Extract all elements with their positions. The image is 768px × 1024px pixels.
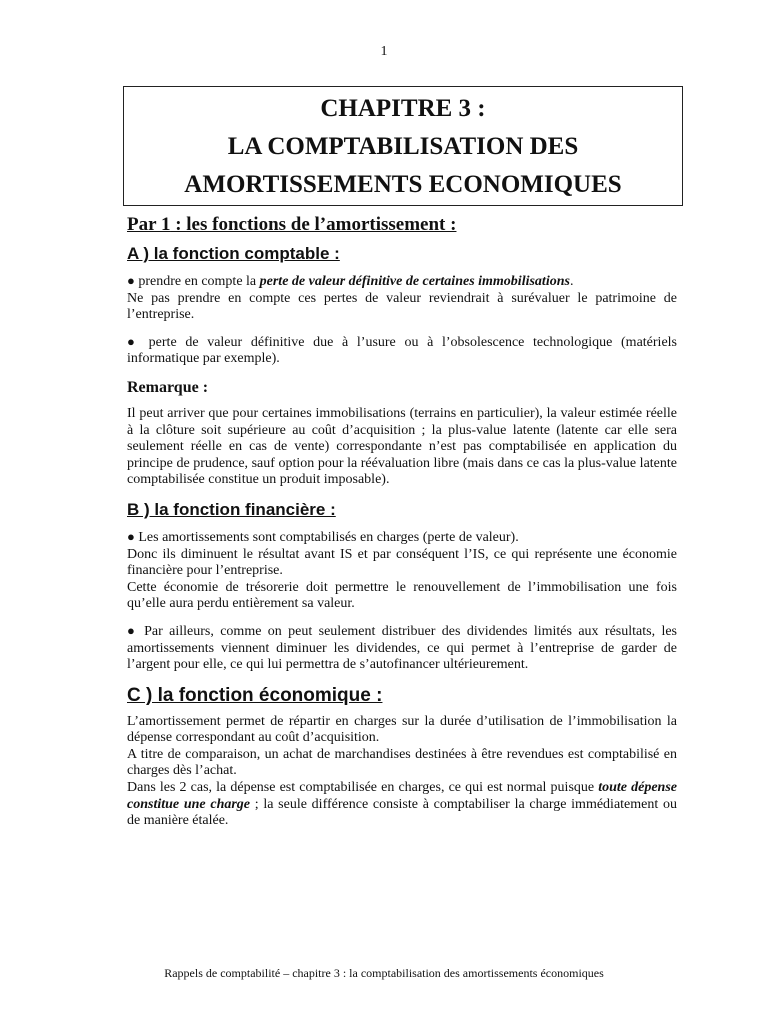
par-1-heading [127, 213, 677, 237]
section-c-heading: C ) la fonction économique : [127, 684, 383, 706]
document-body [127, 213, 677, 840]
bullet-icon: ● [127, 273, 135, 288]
remark-heading: Remarque : [127, 378, 209, 396]
chapter-title-line-1: CHAPITRE 3 : [320, 95, 486, 122]
bullet-icon: ● [127, 622, 138, 638]
chapter-title-line-3: AMORTISSEMENTS ECONOMIQUES [184, 171, 622, 198]
section-c-para-3-start: Dans les 2 cas, la dépense est comptabilisée en charges, ce qui est normal puisque [127, 780, 599, 796]
section-b-line-3: Cette économie de trésorerie doit permettre le renouvellement de l’immobilisation une fois qu’elle aura perdu entièrement sa valeur. [127, 579, 677, 612]
section-c-text [127, 714, 677, 830]
par-1-label: Par 1 [127, 214, 171, 235]
remark-text: Il peut arriver que pour certaines immobilisations (terrains en particulier), la valeur estimée réelle à la clôture soit supérieure au coût d’acquisition ; la plus-value latente (latente car elle sera seulement réelle en cas de vente) correspondante n’est pas comptabilisée en application du principe de prudence, sauf option pour la réévaluation libre (mais dans ce cas la plus-value latente comptabilisée constitue un produit imposable). [127, 405, 677, 488]
section-c-para-3-emphasis: toute dépense constitue une charge [127, 780, 677, 812]
section-b-bullet-1: ● Les amortissements sont comptabilisés en charges (perte de valeur). Donc ils diminuent le résultat avant IS et par conséquent l’IS, ce qui représente une économie financière pour l’entreprise. Cette économie de trésorerie doit permettre le renouvellement de l’immobilisation une fois qu’elle aura perdu entièrement sa valeur. [127, 528, 677, 612]
section-a-heading: A ) la fonction comptable : [127, 244, 340, 263]
section-a-bullet-1: ● prendre en compte la perte de valeur définitive de certaines immobilisations. Ne pas prendre en compte ces pertes de valeur reviendrait à surévaluer le patrimoine de l’entreprise. [127, 273, 677, 323]
section-c-para-2: A titre de comparaison, un achat de marchandises destinées à être revendues est comptabilisé en charges dès l’achat. [127, 746, 677, 779]
page-number: 1 [380, 44, 388, 59]
section-a-bullet-1-line-2: Ne pas prendre en compte ces pertes de valeur reviendrait à surévaluer le patrimoine de l’entreprise. [127, 290, 677, 323]
chapter-title-line-2: LA COMPTABILISATION DES [227, 133, 579, 160]
section-b-heading: B ) la fonction financière : [127, 499, 336, 519]
section-c-para-3-end: ; la seule différence consiste à comptabiliser la charge immédiatement ou de manière étalée. [127, 796, 677, 829]
bullet-icon: ● [127, 333, 141, 349]
section-c-para-1: L’amortissement permet de répartir en charges sur la durée d’utilisation de l’immobilisation la dépense correspondant au coût d’acquisition. [127, 713, 677, 746]
page-footer: Rappels de comptabilité – chapitre 3 : la comptabilisation des amortissements économiques [164, 966, 604, 980]
section-a-bullet-2: ● perte de valeur définitive due à l’usure ou à l’obsolescence technologique (matériels informatique par exemple). [127, 333, 677, 367]
par-1-title: : les fonctions de l’amortissement : [170, 214, 457, 235]
section-b-bullet-2: ● Par ailleurs, comme on peut seulement distribuer des dividendes limités aux résultats, les amortissements viennent diminuer les dividendes, ce qui permet à l’entreprise de garder de l’argent pour elle, ce qui lui permettra de s’autofinancer ultérieurement. [127, 622, 677, 673]
section-b-line-2: Donc ils diminuent le résultat avant IS et par conséquent l’IS, ce qui représente une économie financière pour l’entreprise. [127, 546, 677, 579]
bullet-icon: ● [127, 528, 135, 544]
chapter-title-box [123, 86, 683, 206]
